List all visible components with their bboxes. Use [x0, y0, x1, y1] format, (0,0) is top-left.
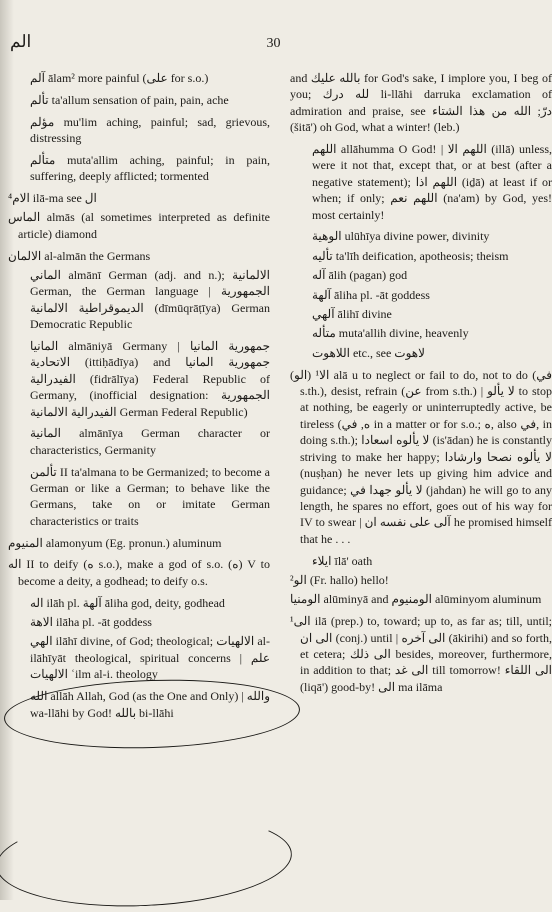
entry: الله allāh Allah, God (as the One and Only) | والله wa-llāhi by God! بالله bi-llāhi	[30, 689, 270, 720]
entry: ايلاء īlā' oath	[312, 553, 373, 568]
entry: اللهم allāhumma O God! | اللهم الا (illā) unless, were it not that, except that, or at best (after a negative statement); اللهم اذا (iḏā) at least if or when; if only; اللهم نعم (na'am) by God, yes! most certainly!	[312, 142, 552, 222]
entry: المانيا almāniyā Germany | جمهورية المانيا الاتحادية (ittiḥādīya) and جمهورية المانيا الفيدرالية (fidrālīya) Federal Republic of Germany, (inofficial designation: الجمهورية الفيدرالية الالمانية German Federal Republic)	[30, 339, 271, 419]
entry: آلهي ālihī divine	[312, 307, 392, 322]
entry: الى¹ ilā (prep.) to, toward; up to, as far as; till, until; الى ان (conj.) until | الى آخره (ākirihi) and so forth, et cetera; الى ذلك besides, moreover, furthermore, in addition to that; الى غد till tomorrow! الى اللقاء (liqā') good-by! الى ma ilāma	[290, 614, 552, 694]
entry: تألمن II ta'almana to be Germanized; to become a German or like a German; to behave like the Germans, take on or imitate German characteristics or traits	[30, 464, 270, 528]
entry: اله ilāh pl. آلهة āliha god, deity, godhead	[30, 595, 225, 610]
entry: تألم ta'allum sensation of pain, pain, ache	[30, 92, 229, 107]
page-number: 30	[266, 36, 281, 51]
entry: الاهة ilāha pl. -āt goddess	[30, 615, 152, 630]
entry: متألم muta'allim aching, painful; in pain, suffering, deeply afflicted; tormented	[30, 152, 270, 184]
entry: آله ālih (pagan) god	[312, 268, 408, 283]
entry: تأليه ta'līh deification, apotheosis; theism	[312, 248, 509, 263]
entry: آلم ālam² more painful (على for s.o.)	[30, 71, 209, 85]
entry: الماني almānī German (adj. and n.); الالمانية German, the German language | الجمهورية الديموقراطية الالمانية (dīmūqrāṭīya) German Democratic Republic	[30, 268, 270, 332]
entry: الا¹ (الو) alā u to neglect or fail to do, not to do (في s.th.), desist, refrain (عن from s.th.) | لا يألو to stop at nothing, be eagerly or uninterruptedly active, be tireless (ه, في in a matter or for s.o.; ه, also في, in doing s.th.); لا يألوه اسعادا (is'ādan) he is constantly striving to make her happy; لا يألوه نصحا وارشادا (nuṣḥan) he never lets up giving him advice and guidance; لا يألو جهدا في (jahdan) he will go to any length, he spares no effort, goes out of his way for IV to swear | آلى على نفسه ان he promised himself that he . . .	[290, 367, 552, 546]
right-column	[290, 70, 552, 896]
entry: and بالله عليك for God's sake, I implore you, I beg of you; لله درك li-llāhi darruka exclamation of admiration and praise, see درّ; الله من هذا الشتاء (šitā') oh God, what a winter! (leb.)	[290, 71, 552, 135]
entry: متأله muta'allih divine, heavenly	[312, 326, 469, 341]
entry: الومنيا alūminyā and الومنيوم alūminyom aluminum	[290, 592, 542, 607]
entry: الماس almās (al sometimes interpreted as definite article) diamond	[8, 210, 270, 241]
entry: اللاهوت etc., see لاهوت	[312, 345, 425, 360]
left-column	[8, 70, 270, 896]
entry: الوهية ulūhīya divine power, divinity	[312, 229, 490, 244]
entry: المانية almānīya German character or characteristics, Germanity	[30, 426, 270, 457]
entry: الهي ilāhī divine, of God; theological; الالهيات al-ilāhīyāt theological, spiritual concerns | علم الالهيات ʿilm al-i. theology	[30, 634, 271, 682]
entry: الام⁴ ilā-ma see ال	[8, 191, 97, 205]
entry: مؤلم mu'lim aching, painful; sad, grievous, distressing	[30, 114, 270, 145]
entry: الو² (Fr. hallo) hello!	[290, 572, 389, 587]
entry: الالمان al-almān the Germans	[8, 248, 151, 263]
guide-word: الم	[10, 32, 32, 52]
entry: المنيوم alamonyum (Eg. pronun.) aluminum	[8, 535, 222, 550]
entry: آلهة āliha pl. -āt goddess	[312, 287, 430, 302]
entry: اله II to deify (ه s.o.), make a god of s.o. (ه) V to become a deity, a godhead; to deify o.s.	[8, 557, 271, 588]
